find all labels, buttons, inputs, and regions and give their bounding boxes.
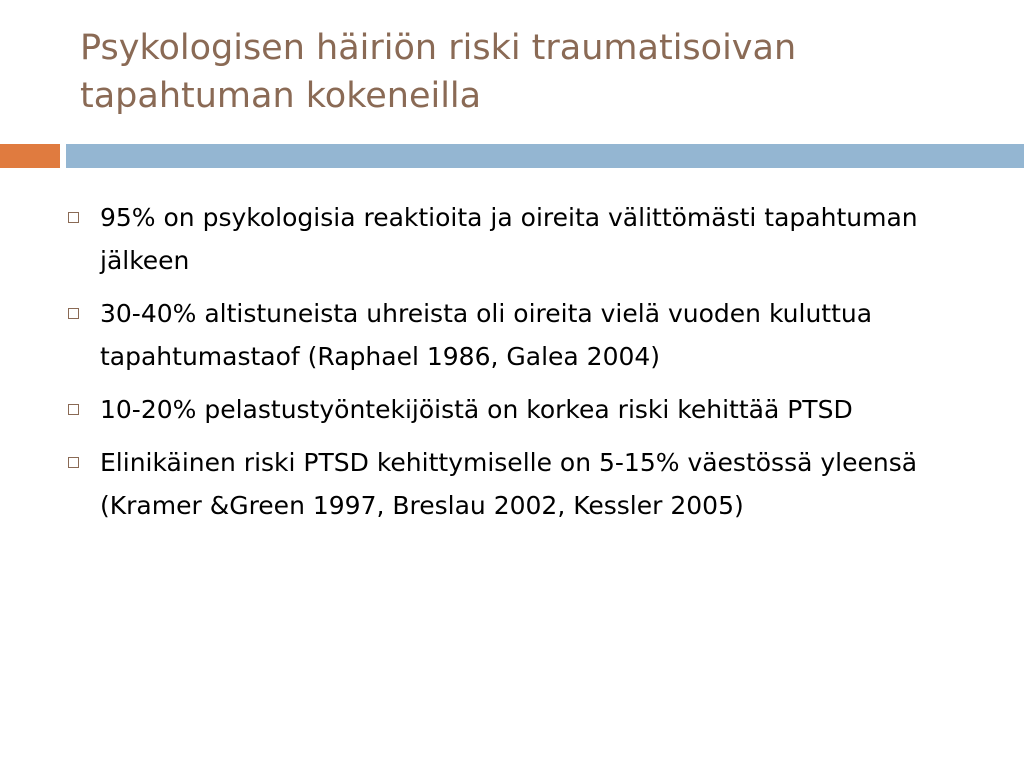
hollow-square-icon bbox=[68, 404, 79, 415]
slide-title-line-1: Psykologisen häiriön riski traumatisoivan bbox=[80, 28, 797, 68]
title-divider bbox=[0, 144, 1024, 168]
hollow-square-icon bbox=[68, 457, 79, 468]
slide-title bbox=[80, 24, 980, 120]
bullet-item bbox=[64, 388, 984, 431]
slide-title-line-2: tapahtuman kokeneilla bbox=[80, 76, 482, 116]
bullet-text: Elinikäinen riski PTSD kehittymiselle on 5-15% väestössä yleensä (Kramer &Green 1997, Breslau 2002, Kessler 2005) bbox=[100, 448, 918, 520]
bullet-item bbox=[64, 441, 984, 527]
title-divider-accent bbox=[0, 144, 60, 168]
bullet-item bbox=[64, 292, 984, 378]
bullet-list bbox=[64, 196, 984, 537]
hollow-square-icon bbox=[68, 212, 79, 223]
title-divider-bar bbox=[66, 144, 1024, 168]
hollow-square-icon bbox=[68, 308, 79, 319]
bullet-text: 10-20% pelastustyöntekijöistä on korkea riski kehittää PTSD bbox=[100, 395, 853, 424]
bullet-text: 30-40% altistuneista uhreista oli oireita vielä vuoden kuluttua tapahtumastaof (Raphael 1986, Galea 2004) bbox=[100, 299, 873, 371]
bullet-item bbox=[64, 196, 984, 282]
bullet-text: 95% on psykologisia reaktioita ja oireita välittömästi tapahtuman jälkeen bbox=[100, 203, 918, 275]
